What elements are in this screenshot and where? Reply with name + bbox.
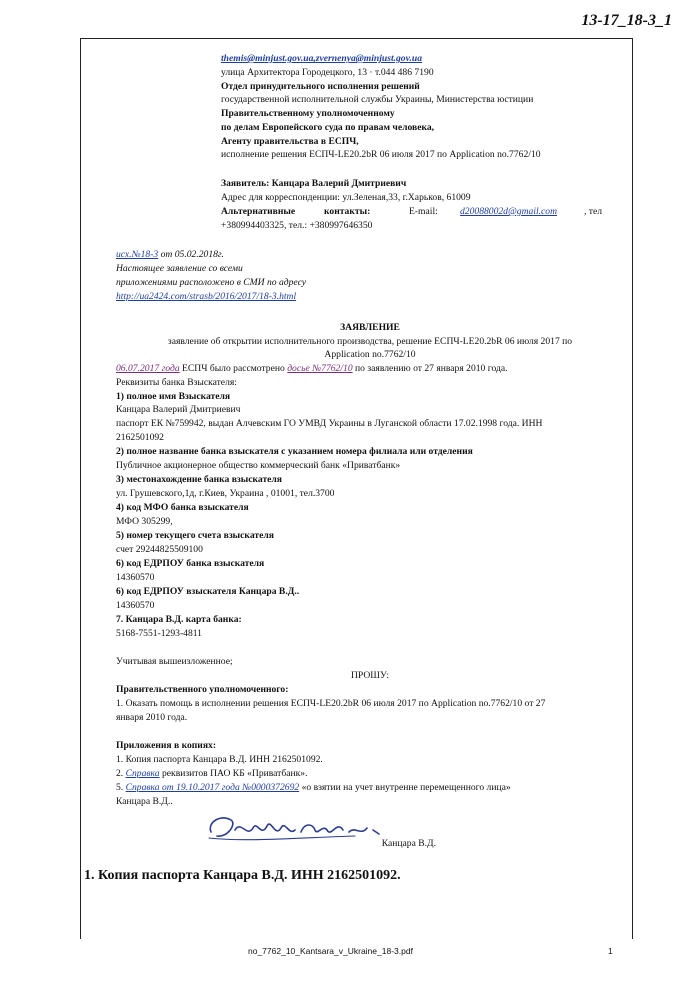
attachment-2-rest: реквизитов ПАО КБ «Приватбанк». — [159, 768, 308, 779]
note-line-3: приложениями расположено в СМИ по адресу — [116, 277, 307, 288]
attachment-3-link[interactable]: Справка от 19.10.2017 года №0000372692 — [125, 782, 300, 793]
attachment-1: 1. Копия паспорта Канцара В.Д. ИНН 2162501092. — [116, 754, 323, 765]
item-6b-value: 14360570 — [116, 600, 155, 611]
applicant-address: Адрес для корреспонденции: ул.Зеленая,33, г.Харьков, 61009 — [221, 192, 471, 203]
attachment-3-line-2: Канцара В.Д.. — [116, 796, 173, 807]
item-4-value: МФО 305299, — [116, 516, 173, 527]
item-7-value: 5168-7551-1293-4811 — [116, 628, 202, 639]
bottom-heading: 1. Копия паспорта Канцара В.Д. ИНН 2162501092. — [84, 868, 401, 883]
alt-contacts-line — [116, 206, 624, 219]
passport-line-2: 2162501092 — [116, 432, 164, 443]
item-1-label: 1) полное имя Взыскателя — [116, 391, 231, 402]
statement-subtitle-2: Application no.7762/10 — [324, 349, 416, 360]
document-id: 13-17_18-3_1 — [581, 12, 672, 29]
item-6b-label: 6) код ЕДРПОУ взыскателя Канцара В.Д.. — [116, 586, 300, 597]
ministry-emails-link[interactable]: themis@minjust.gov.ua,zvernenya@minjust.gov.ua — [221, 53, 423, 64]
statement-title: ЗАЯВЛЕНИЕ — [340, 322, 400, 333]
execution-line: исполнение решения ЕСПЧ-LE20.2bR 06 июля 2017 по Application no.7762/10 — [221, 149, 541, 160]
item-5-value: счет 29244825509100 — [116, 544, 203, 555]
point-1-line-2: января 2010 года. — [116, 712, 188, 723]
dossier-link[interactable]: досье №7762/10 — [287, 363, 353, 374]
applicant-label: Заявитель: Канцара Валерий Дмитриевич — [221, 178, 407, 189]
attachment-3-num: 5. — [116, 782, 126, 793]
note-line-2: Настоящее заявление со всеми — [116, 263, 243, 274]
alt-label: Альтернативные — [221, 206, 296, 217]
item-2-value: Публичное акционерное общество коммерческий банк «Приватбанк» — [116, 460, 401, 471]
attachment-3-rest: «о взятии на учет внутренне перемещенного лица» — [299, 782, 511, 793]
item-4-label: 4) код МФО банка взыскателя — [116, 502, 249, 513]
footer-filename: no_7762_10_Kantsara_v_Ukraine_18-3.pdf — [248, 946, 413, 956]
ref-date: от 05.02.2018г. — [158, 249, 224, 260]
dept-title: Отдел принудительного исполнения решений — [221, 81, 420, 92]
signature-name: Канцара В.Д. — [381, 838, 436, 849]
footer-page-number: 1 — [608, 946, 613, 956]
addressee-text: Правительственного уполномоченного: — [116, 684, 289, 695]
agent-line-1: Правительственному уполномоченному — [221, 108, 395, 119]
decision-date-link[interactable]: 06.07.2017 года — [116, 363, 180, 374]
handwritten-signature — [205, 808, 395, 848]
applicant-email-link[interactable]: d20088002d@gmail.com — [460, 206, 558, 217]
ask-text: ПРОШУ: — [350, 670, 390, 681]
agent-line-2: по делам Европейского суда по правам человека, — [221, 122, 435, 133]
item-2-label: 2) полное название банка взыскателя с указанием номера филиала или отделения — [116, 446, 473, 457]
item-6-label: 6) код ЕДРПОУ банка взыскателя — [116, 558, 265, 569]
item-3-label: 3) местонахождение банка взыскателя — [116, 474, 282, 485]
attachment-2-num: 2. — [116, 768, 126, 779]
applicant-phones: +380994403325, тел.: +380997646350 — [221, 220, 373, 231]
applicant-email-label: E-mail: — [409, 206, 438, 217]
passport-line-1: паспорт ЕК №759942, выдан Алчевским ГО УМВД Украины в Луганской области 17.02.1998 года. ИНН — [116, 418, 543, 429]
tel-label: , тел — [584, 206, 603, 217]
item-7-label: 7. Канцара В.Д. карта банка: — [116, 614, 242, 625]
item-3-value: ул. Грушевского,1д, г.Киев, Украина , 01001, тел.3700 — [116, 488, 335, 499]
considering-text: Учитывая вышеизложенное; — [116, 656, 233, 667]
dept-subtitle: государственной исполнительной службы Украины, Министерства юстиции — [221, 94, 534, 105]
item-6-value: 14360570 — [116, 572, 155, 583]
statement-subtitle-1: заявление об открытии исполнительного производства, решение ЕСПЧ-LE20.2bR 06 июля 2017 по — [167, 336, 573, 347]
bank-requisites-label: Реквизиты банка Взыскателя: — [116, 377, 237, 388]
ref-link[interactable]: исх.№18-3 — [116, 249, 159, 260]
intro-mid: ЕСПЧ было рассмотрено — [179, 363, 288, 374]
attachment-2-link[interactable]: Справка — [125, 768, 160, 779]
intro-end: по заявлению от 27 января 2010 года. — [352, 363, 508, 374]
attachments-title: Приложения в копиях: — [116, 740, 217, 751]
item-5-label: 5) номер текущего счета взыскателя — [116, 530, 274, 541]
publication-url-link[interactable]: http://ua2424.com/strasb/2016/2017/18-3.html — [116, 291, 297, 302]
contacts-label: контакты: — [324, 206, 371, 217]
agent-line-3: Агенту правительства в ЕСПЧ, — [221, 136, 359, 147]
ministry-address: улица Архитектора Городецкого, 13 · т.044 486 7190 — [221, 67, 434, 78]
item-1-value: Канцара Валерий Дмитриевич — [116, 404, 241, 415]
point-1-line-1: 1. Оказать помощь в исполнении решения ЕСПЧ-LE20.2bR 06 июля 2017 по Application no.7762/10 от 27 — [116, 698, 546, 709]
